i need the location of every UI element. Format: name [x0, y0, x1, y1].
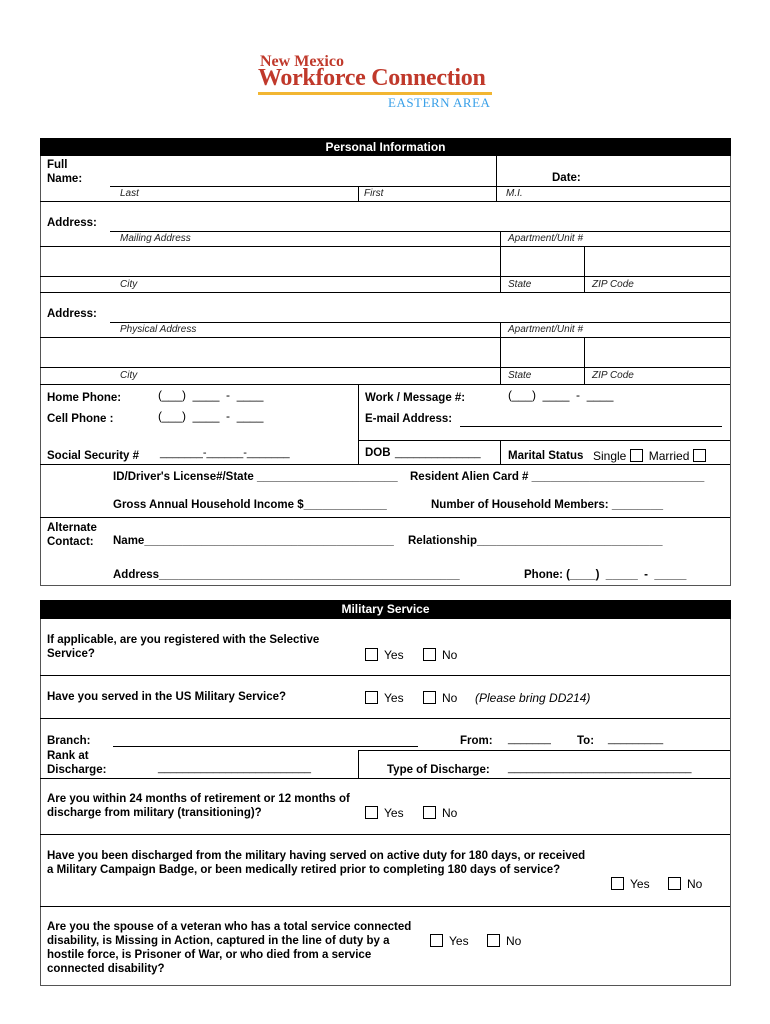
served-yes-checkbox[interactable] [365, 691, 378, 704]
personal-info-header: Personal Information [40, 138, 731, 156]
email-label: E-mail Address: [365, 413, 453, 425]
work-phone-field[interactable]: (___) ____ - ____ [508, 388, 614, 402]
physical-apt-label: Apartment/Unit # [508, 324, 584, 335]
transitioning-question: Are you within 24 months of retirement or 12 months of discharge from military (transitioning)? [47, 793, 350, 819]
rank-field[interactable]: _________________________ [158, 762, 311, 774]
first-name-label: First [364, 188, 384, 199]
personal-info-section [40, 138, 731, 586]
email-field[interactable] [460, 426, 722, 427]
mailing-address-sublabel: Mailing Address [120, 233, 191, 244]
spouse-yes-checkbox[interactable] [430, 934, 443, 947]
relationship-field[interactable]: Relationship_____________________________ [408, 535, 663, 547]
household-field[interactable]: Number of Household Members: ________ [431, 499, 663, 511]
physical-zip-label: ZIP Code [592, 370, 634, 381]
military-served-question: Have you served in the US Military Service? [47, 691, 287, 703]
full-name-field[interactable] [110, 156, 495, 186]
discharge-yes-label: Yes [630, 877, 650, 891]
from-field[interactable]: _______ [508, 733, 551, 745]
type-discharge-label: Type of Discharge: [387, 764, 490, 776]
id-license-field[interactable]: ID/Driver's License#/State ______________________ [113, 471, 398, 483]
discharge-no-label: No [687, 877, 703, 891]
cell-phone-label: Cell Phone : [47, 413, 114, 425]
mailing-city-label: City [120, 279, 138, 290]
spouse-yes-label: Yes [449, 934, 469, 948]
single-label: Single [593, 449, 627, 463]
to-label: To: [577, 735, 595, 747]
discharge-no-checkbox[interactable] [668, 877, 681, 890]
income-field[interactable]: Gross Annual Household Income $_____________ [113, 499, 387, 511]
ssn-label: Social Security # [47, 450, 140, 462]
physical-state-label: State [508, 370, 532, 381]
mailing-address-label: Address: [47, 217, 97, 229]
selective-service-question: If applicable, are you registered with the Selective Service? [47, 634, 320, 660]
married-label: Married [648, 449, 690, 463]
spouse-no-label: No [506, 934, 522, 948]
transition-yes-label: Yes [384, 806, 404, 820]
selective-yes-checkbox[interactable] [365, 648, 378, 661]
mailing-apt-label: Apartment/Unit # [508, 233, 584, 244]
logo-line2: Workforce Connection [258, 65, 486, 91]
mailing-state-label: State [508, 279, 532, 290]
physical-address-sublabel: Physical Address [120, 324, 197, 335]
branch-field[interactable] [113, 746, 418, 747]
dd214-note: (Please bring DD214) [475, 691, 591, 705]
to-field[interactable]: _________ [608, 733, 664, 745]
physical-city-label: City [120, 370, 138, 381]
alt-phone-field[interactable]: Phone: (____) _____ - _____ [524, 569, 687, 581]
mi-label: M.I. [506, 188, 523, 199]
married-checkbox[interactable] [693, 449, 706, 462]
spouse-no-checkbox[interactable] [487, 934, 500, 947]
ssn-field[interactable]: _______-______-_______ [160, 447, 290, 459]
selective-no-checkbox[interactable] [423, 648, 436, 661]
transition-no-checkbox[interactable] [423, 806, 436, 819]
branch-label: Branch: [47, 735, 91, 747]
cell-phone-field[interactable]: (___) ____ - ____ [158, 409, 264, 423]
transition-no-label: No [442, 806, 458, 820]
served-no-checkbox[interactable] [423, 691, 436, 704]
served-yes-label: Yes [384, 691, 404, 705]
single-checkbox[interactable] [630, 449, 643, 462]
served-no-label: No [442, 691, 458, 705]
alien-card-field[interactable]: Resident Alien Card # ___________________________ [410, 471, 705, 483]
selective-yes-label: Yes [384, 648, 404, 662]
date-label: Date: [552, 172, 581, 184]
mailing-zip-label: ZIP Code [592, 279, 634, 290]
home-phone-field[interactable]: (___) ____ - ____ [158, 388, 264, 402]
from-label: From: [460, 735, 493, 747]
transition-yes-checkbox[interactable] [365, 806, 378, 819]
discharge-question: Have you been discharged from the military having served on active duty for 180 days, or received a Military Campaign Badge, or been medically retired prior to completing 180 days of service? [47, 850, 586, 876]
rank-label: Rank at Discharge: [47, 750, 107, 776]
dob-label: DOB [365, 447, 391, 459]
alt-address-field[interactable]: Address_______________________________________________ [113, 569, 460, 581]
logo-line1: New Mexico [260, 53, 344, 70]
type-discharge-field[interactable]: ______________________________ [508, 762, 692, 774]
selective-no-label: No [442, 648, 458, 662]
alt-contact-label: Alternate Contact: [47, 522, 97, 548]
military-service-header: Military Service [40, 600, 731, 619]
spouse-question: Are you the spouse of a veteran who has a total service connected disability, is Missing in Action, captured in the line of duty by a hostile force, is Prisoner of War, or who died from a service connected disability? [47, 921, 412, 975]
full-name-label: Full Name: [47, 159, 83, 185]
work-phone-label: Work / Message #: [365, 392, 466, 404]
discharge-yes-checkbox[interactable] [611, 877, 624, 890]
physical-address-label: Address: [47, 308, 97, 320]
alt-name-field[interactable]: Name_______________________________________ [113, 535, 394, 547]
logo-line3: EASTERN AREA [388, 95, 491, 110]
dob-field[interactable]: ______________ [395, 447, 481, 459]
marital-status-label: Marital Status [508, 450, 584, 462]
home-phone-label: Home Phone: [47, 392, 122, 404]
last-name-label: Last [120, 188, 139, 199]
